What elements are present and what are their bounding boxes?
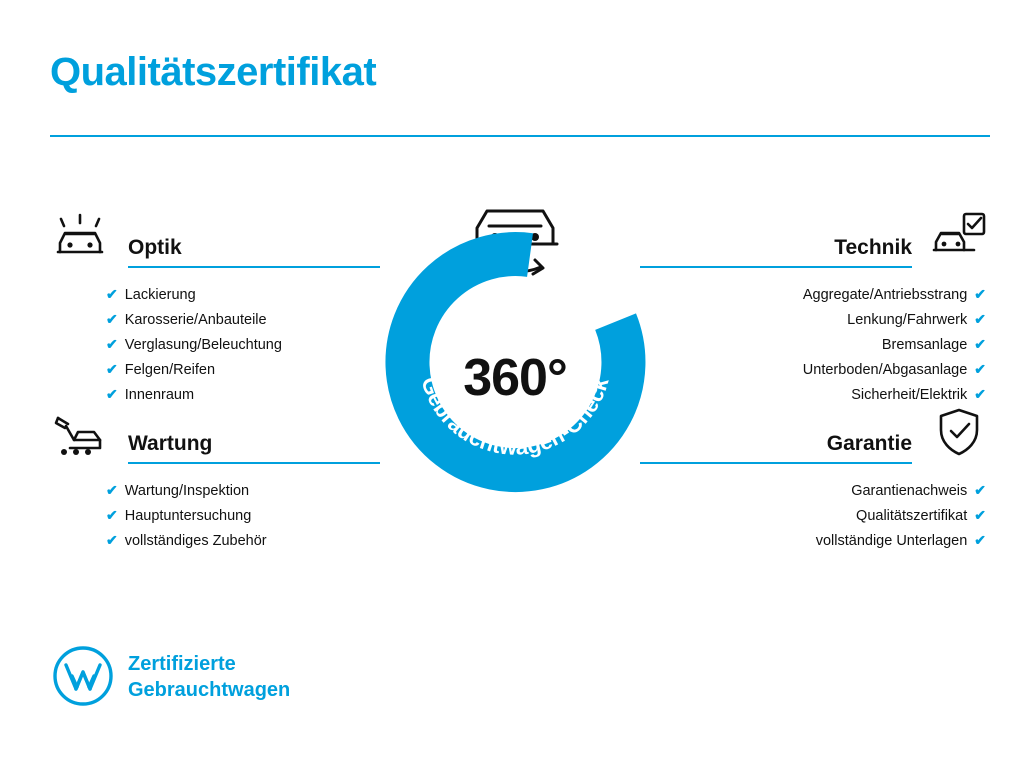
list-item-label: Verglasung/Beleuchtung [124, 337, 282, 353]
section-optik [50, 222, 380, 407]
footer-line-1: Zertifizierte [128, 653, 236, 675]
section-garantie [640, 418, 990, 553]
check-icon: ✔ [106, 361, 118, 377]
check-icon: ✔ [974, 361, 986, 377]
check-icon: ✔ [974, 482, 986, 498]
list-item-label: Unterboden/Abgasanlage [802, 362, 968, 378]
list-item [50, 503, 380, 528]
list-item-label: Garantienachweis [851, 483, 968, 499]
list-item [640, 503, 990, 528]
list-item [640, 332, 990, 357]
checklist [50, 282, 380, 407]
vw-logo [52, 645, 114, 707]
section-header [50, 418, 380, 464]
check-icon: ✔ [974, 336, 986, 352]
check-icon: ✔ [106, 386, 118, 402]
check-icon: ✔ [106, 482, 118, 498]
list-item [640, 282, 990, 307]
title-divider [50, 135, 990, 137]
list-item-label: Lackierung [124, 287, 196, 303]
car-polish-icon [50, 212, 112, 266]
list-item [50, 307, 380, 332]
list-item-label: Felgen/Reifen [124, 362, 216, 378]
list-item-label: Hauptuntersuchung [124, 508, 252, 524]
list-item-label: Aggregate/Antriebsstrang [802, 287, 968, 303]
list-item-label: vollständige Unterlagen [815, 533, 968, 549]
section-wartung [50, 418, 380, 553]
list-item-label: Karosserie/Anbauteile [124, 312, 267, 328]
section-header [50, 222, 380, 268]
section-divider [128, 266, 380, 268]
list-item [640, 382, 990, 407]
section-divider [640, 462, 912, 464]
car-checklist-icon [928, 210, 990, 264]
ring-label: Gebrauchtwagen-Check [416, 374, 614, 460]
section-title: Optik [128, 236, 182, 259]
list-item [50, 282, 380, 307]
badge-360-value: 360° [463, 349, 567, 407]
list-item-label: Bremsanlage [881, 337, 968, 353]
list-item [50, 332, 380, 357]
section-technik [640, 222, 990, 407]
check-icon: ✔ [974, 286, 986, 302]
section-header [640, 418, 990, 464]
list-item [640, 528, 990, 553]
list-item-label: vollständiges Zubehör [124, 533, 267, 549]
list-item-label: Qualitätszertifikat [856, 508, 968, 524]
check-icon: ✔ [106, 286, 118, 302]
section-title: Wartung [128, 432, 213, 455]
list-item-label: Sicherheit/Elektrik [851, 387, 968, 403]
shield-check-icon [928, 406, 990, 460]
list-item [50, 382, 380, 407]
section-divider [128, 462, 380, 464]
section-title: Technik [834, 236, 912, 259]
checklist [640, 282, 990, 407]
section-header [640, 222, 990, 268]
check-icon: ✔ [974, 532, 986, 548]
check-icon: ✔ [106, 336, 118, 352]
list-item [50, 357, 380, 382]
checklist [50, 478, 380, 553]
footer-text [128, 651, 290, 703]
check-icon: ✔ [106, 311, 118, 327]
check-icon: ✔ [106, 532, 118, 548]
checklist [640, 478, 990, 553]
list-item [640, 478, 990, 503]
check-icon: ✔ [974, 386, 986, 402]
check-icon: ✔ [974, 311, 986, 327]
badge-360 [380, 196, 650, 506]
list-item-label: Wartung/Inspektion [124, 483, 250, 499]
list-item [640, 357, 990, 382]
car-lift-icon [50, 408, 112, 462]
list-item-label: Lenkung/Fahrwerk [847, 312, 968, 328]
list-item [50, 528, 380, 553]
check-icon: ✔ [974, 507, 986, 523]
page-title: Qualitätszertifikat [50, 50, 377, 94]
section-title: Garantie [826, 432, 912, 455]
list-item-label: Innenraum [124, 387, 195, 403]
section-divider [640, 266, 912, 268]
footer-line-2: Gebrauchtwagen [128, 679, 291, 701]
check-icon: ✔ [106, 507, 118, 523]
list-item [640, 307, 990, 332]
footer [52, 645, 472, 715]
list-item [50, 478, 380, 503]
